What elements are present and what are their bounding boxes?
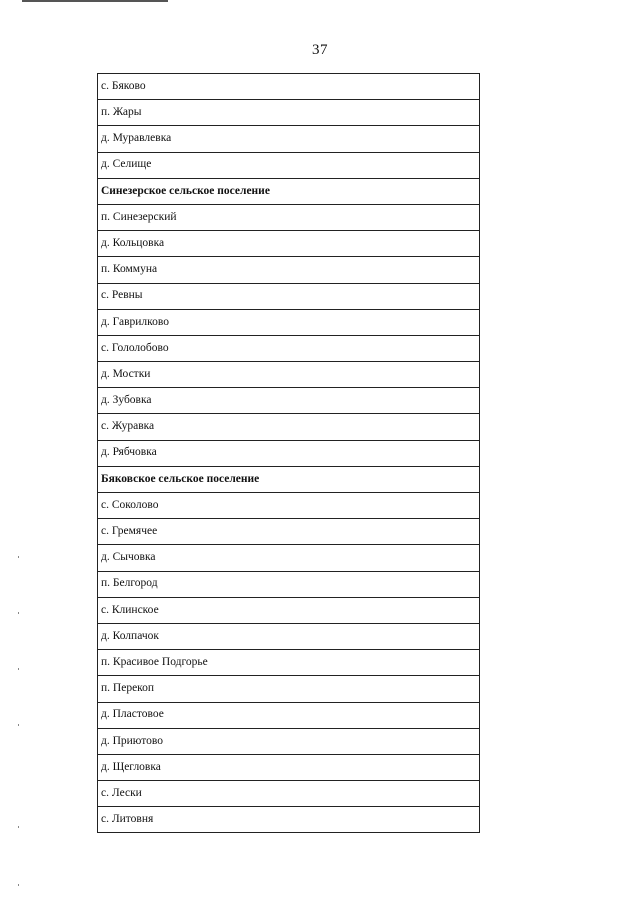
table-row [98, 754, 480, 780]
table-row [98, 362, 480, 388]
table-row [98, 650, 480, 676]
settlement-name: с. Литовня [98, 807, 480, 833]
section-title: Бяковское сельское поселение [98, 466, 480, 492]
margin-mark [18, 826, 19, 828]
settlement-name: п. Перекоп [98, 676, 480, 702]
settlement-name: д. Приютово [98, 728, 480, 754]
section-header-row [98, 178, 480, 204]
settlement-name: с. Ревны [98, 283, 480, 309]
settlement-name: п. Синезерский [98, 204, 480, 230]
settlement-table-body [98, 74, 480, 833]
table-row [98, 597, 480, 623]
margin-mark [18, 884, 19, 886]
page-number: 37 [312, 42, 328, 58]
settlement-name: п. Белгород [98, 571, 480, 597]
settlement-name: п. Красивое Подгорье [98, 650, 480, 676]
table-row [98, 100, 480, 126]
settlement-name: д. Селище [98, 152, 480, 178]
table-row [98, 335, 480, 361]
settlement-name: д. Мостки [98, 362, 480, 388]
settlement-name: с. Гололобово [98, 335, 480, 361]
settlement-name: д. Муравлевка [98, 126, 480, 152]
settlement-name: д. Гаврилково [98, 309, 480, 335]
table-row [98, 152, 480, 178]
settlement-name: д. Колпачок [98, 623, 480, 649]
table-row [98, 257, 480, 283]
margin-mark [18, 724, 19, 726]
table-row [98, 309, 480, 335]
margin-mark [18, 556, 19, 558]
table-row [98, 388, 480, 414]
header-rule [22, 0, 168, 2]
settlement-name: с. Гремячее [98, 519, 480, 545]
settlement-name: п. Коммуна [98, 257, 480, 283]
table-row [98, 571, 480, 597]
table-row [98, 231, 480, 257]
table-row [98, 702, 480, 728]
table-row [98, 414, 480, 440]
table-row [98, 74, 480, 100]
section-header-row [98, 466, 480, 492]
table-row [98, 126, 480, 152]
table-row [98, 493, 480, 519]
settlement-name: д. Щегловка [98, 754, 480, 780]
margin-mark [18, 668, 19, 670]
margin-mark [18, 612, 19, 614]
settlement-name: с. Соколово [98, 493, 480, 519]
table-row [98, 545, 480, 571]
table-row [98, 283, 480, 309]
settlement-table [97, 73, 480, 833]
settlement-name: д. Сычовка [98, 545, 480, 571]
settlement-name: с. Лески [98, 781, 480, 807]
settlement-name: с. Журавка [98, 414, 480, 440]
table-row [98, 519, 480, 545]
section-title: Синезерское сельское поселение [98, 178, 480, 204]
settlement-name: д. Пластовое [98, 702, 480, 728]
settlement-name: с. Клинское [98, 597, 480, 623]
table-row [98, 807, 480, 833]
settlement-name: д. Рябчовка [98, 440, 480, 466]
table-row [98, 676, 480, 702]
table-row [98, 623, 480, 649]
settlement-name: д. Зубовка [98, 388, 480, 414]
table-row [98, 781, 480, 807]
settlement-name: п. Жары [98, 100, 480, 126]
table-row [98, 728, 480, 754]
settlement-name: д. Кольцовка [98, 231, 480, 257]
table-row [98, 440, 480, 466]
settlement-name: с. Бяково [98, 74, 480, 100]
table-row [98, 204, 480, 230]
